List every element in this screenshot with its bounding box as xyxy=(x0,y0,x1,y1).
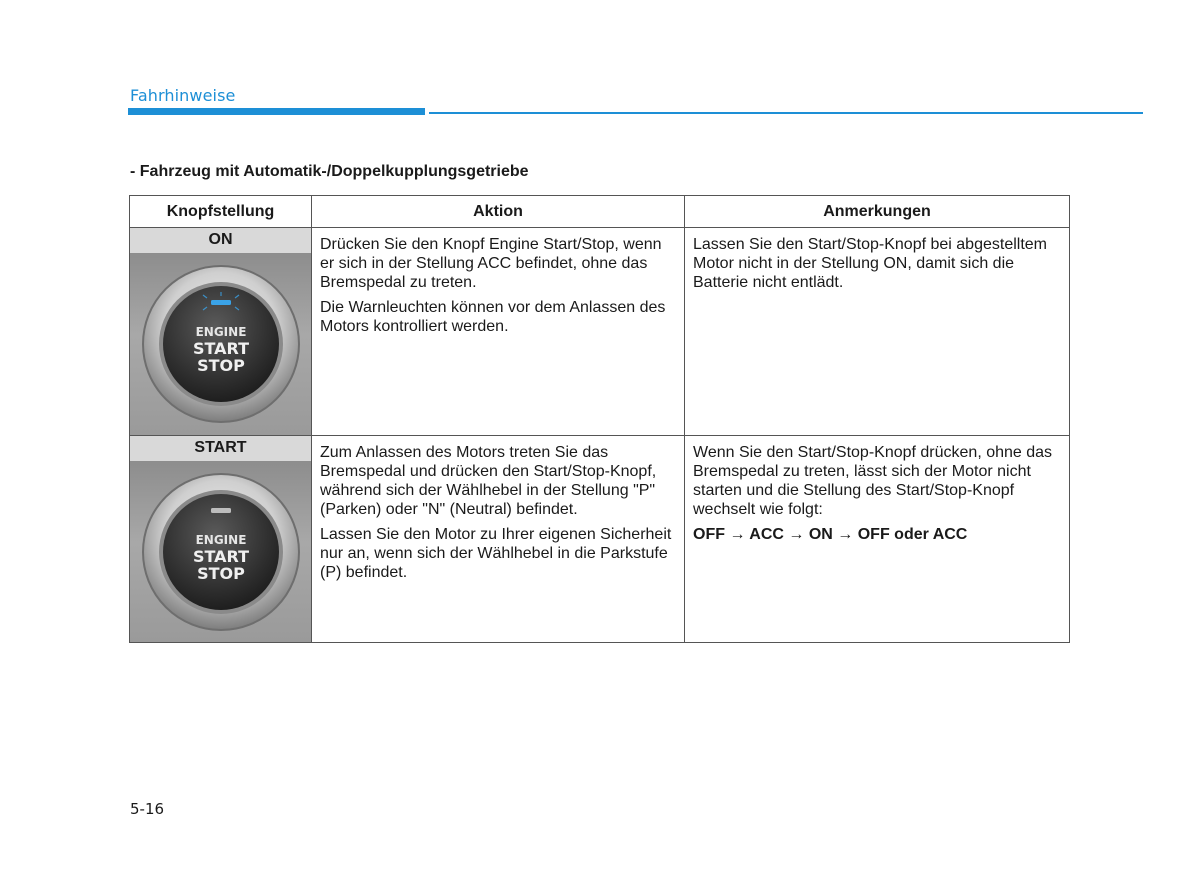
button-text-stop: STOP xyxy=(196,356,245,375)
button-text-engine: ENGINE xyxy=(195,325,246,339)
action-text: Die Warnleuchten können vor dem Anlassen des Motors kontrolliert werden. xyxy=(320,299,666,335)
action-cell xyxy=(312,436,685,643)
button-text-stop: STOP xyxy=(196,563,245,583)
action-text: Zum Anlassen des Motors treten Sie das Bremspedal und drücken den Start/Stop-Knopf, während sich der Wählhebel in der Stellung "P" (Parken) oder "N" (Neutral) befindet. xyxy=(320,444,657,518)
position-cell xyxy=(130,228,312,436)
position-label: START xyxy=(130,436,311,461)
engine-start-stop-button-icon xyxy=(130,461,311,642)
remarks-text: Lassen Sie den Start/Stop-Knopf bei abgestelltem Motor nicht in der Stellung ON, damit sich die Batterie nicht entlädt. xyxy=(693,236,1047,291)
page-number: 5-16 xyxy=(130,800,165,818)
state-sequence: OFF → ACC → ON → OFF oder ACC xyxy=(693,526,968,543)
table-row xyxy=(130,436,1070,643)
column-header-action: Aktion xyxy=(312,196,685,228)
table-row xyxy=(130,228,1070,436)
engine-start-stop-button-icon xyxy=(130,253,311,435)
indicator-light xyxy=(211,508,231,513)
column-header-position: Knopfstellung xyxy=(130,196,312,228)
remarks-text: Wenn Sie den Start/Stop-Knopf drücken, ohne das Bremspedal zu treten, lässt sich der Motor nicht starten und die Stellung des Start/Stop-Knopf wechselt wie folgt: xyxy=(693,444,1053,518)
indicator-light xyxy=(211,300,231,305)
button-text-start: START xyxy=(192,546,249,566)
table-header-row xyxy=(130,196,1070,228)
remarks-cell xyxy=(685,436,1070,643)
subheading: - Fahrzeug mit Automatik-/Doppelkupplungsgetriebe xyxy=(130,163,529,180)
button-position-table xyxy=(129,195,1070,643)
action-text: Drücken Sie den Knopf Engine Start/Stop, wenn er sich in der Stellung ACC befindet, ohne das Bremspedal zu treten. xyxy=(320,236,662,291)
column-header-remarks: Anmerkungen xyxy=(685,196,1070,228)
header-rule xyxy=(429,112,1143,114)
position-cell xyxy=(130,436,312,643)
action-text: Lassen Sie den Motor zu Ihrer eigenen Sicherheit nur an, wenn sich der Wählhebel in die Parkstufe (P) befindet. xyxy=(320,526,672,581)
button-text-engine: ENGINE xyxy=(195,532,246,547)
position-label: ON xyxy=(130,228,311,253)
action-cell xyxy=(312,228,685,436)
header-rule-accent xyxy=(128,108,425,115)
remarks-cell xyxy=(685,228,1070,436)
button-text-start: START xyxy=(192,339,249,358)
section-title: Fahrhinweise xyxy=(130,86,236,105)
